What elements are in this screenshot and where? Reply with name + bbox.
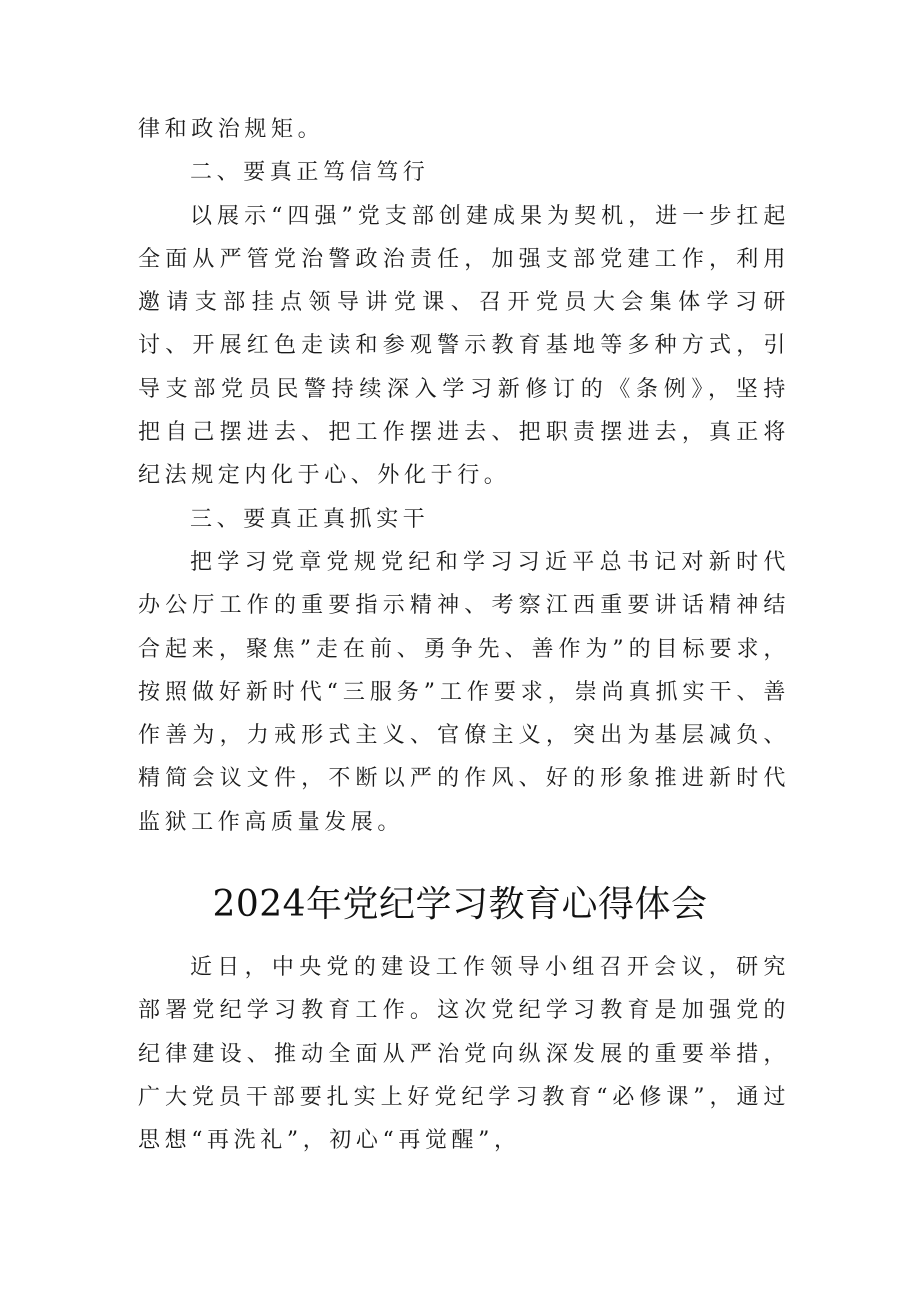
section-three-body: 把学习党章党规党纪和学习习近平总书记对新时代办公厅工作的重要指示精神、考察江西重要讲话精神结合起来，聚焦”走在前、勇争先、善作为”的目标要求，按照做好新时代“三服务”工作要求，崇尚真抓实干、善作善为，力戒形式主义、官僚主义，突出为基层减负、精简会议文件，不断以严的作风、好的形象推进新时代监狱工作高质量发展。: [138, 549, 790, 835]
section-two-body: 以展示“四强”党支部创建成果为契机，进一步扛起全面从严管党治警政治责任，加强支部党建工作，利用邀请支部挂点领导讲党课、召开党员大会集体学习研讨、开展红色走读和参观警示教育基地等多种方式，引导支部党员民警持续深入学习新修订的《条例》，坚持把自己摆进去、把工作摆进去、把职责摆进去，真正将纪法规定内化于心、外化于行。: [138, 203, 790, 489]
intro-paragraph: 近日，中央党的建设工作领导小组召开会议，研究部署党纪学习教育工作。这次党纪学习教育是加强党的纪律建设、推动全面从严治党向纵深发展的重要举措，广大党员干部要扎实上好党纪学习教育“必修课”，通过思想“再洗礼”，初心“再觉醒”，: [138, 955, 790, 1154]
continuation-paragraph: 律和政治规矩。: [138, 117, 325, 142]
section-three-heading: 三、要真正真抓实干: [190, 506, 430, 532]
section-two-heading: 二、要真正笃信笃行: [190, 160, 430, 186]
document-title: 2024年党纪学习教育心得体会: [212, 884, 708, 925]
document-body-bottom: [138, 946, 790, 1162]
document-body-top: [138, 108, 790, 844]
